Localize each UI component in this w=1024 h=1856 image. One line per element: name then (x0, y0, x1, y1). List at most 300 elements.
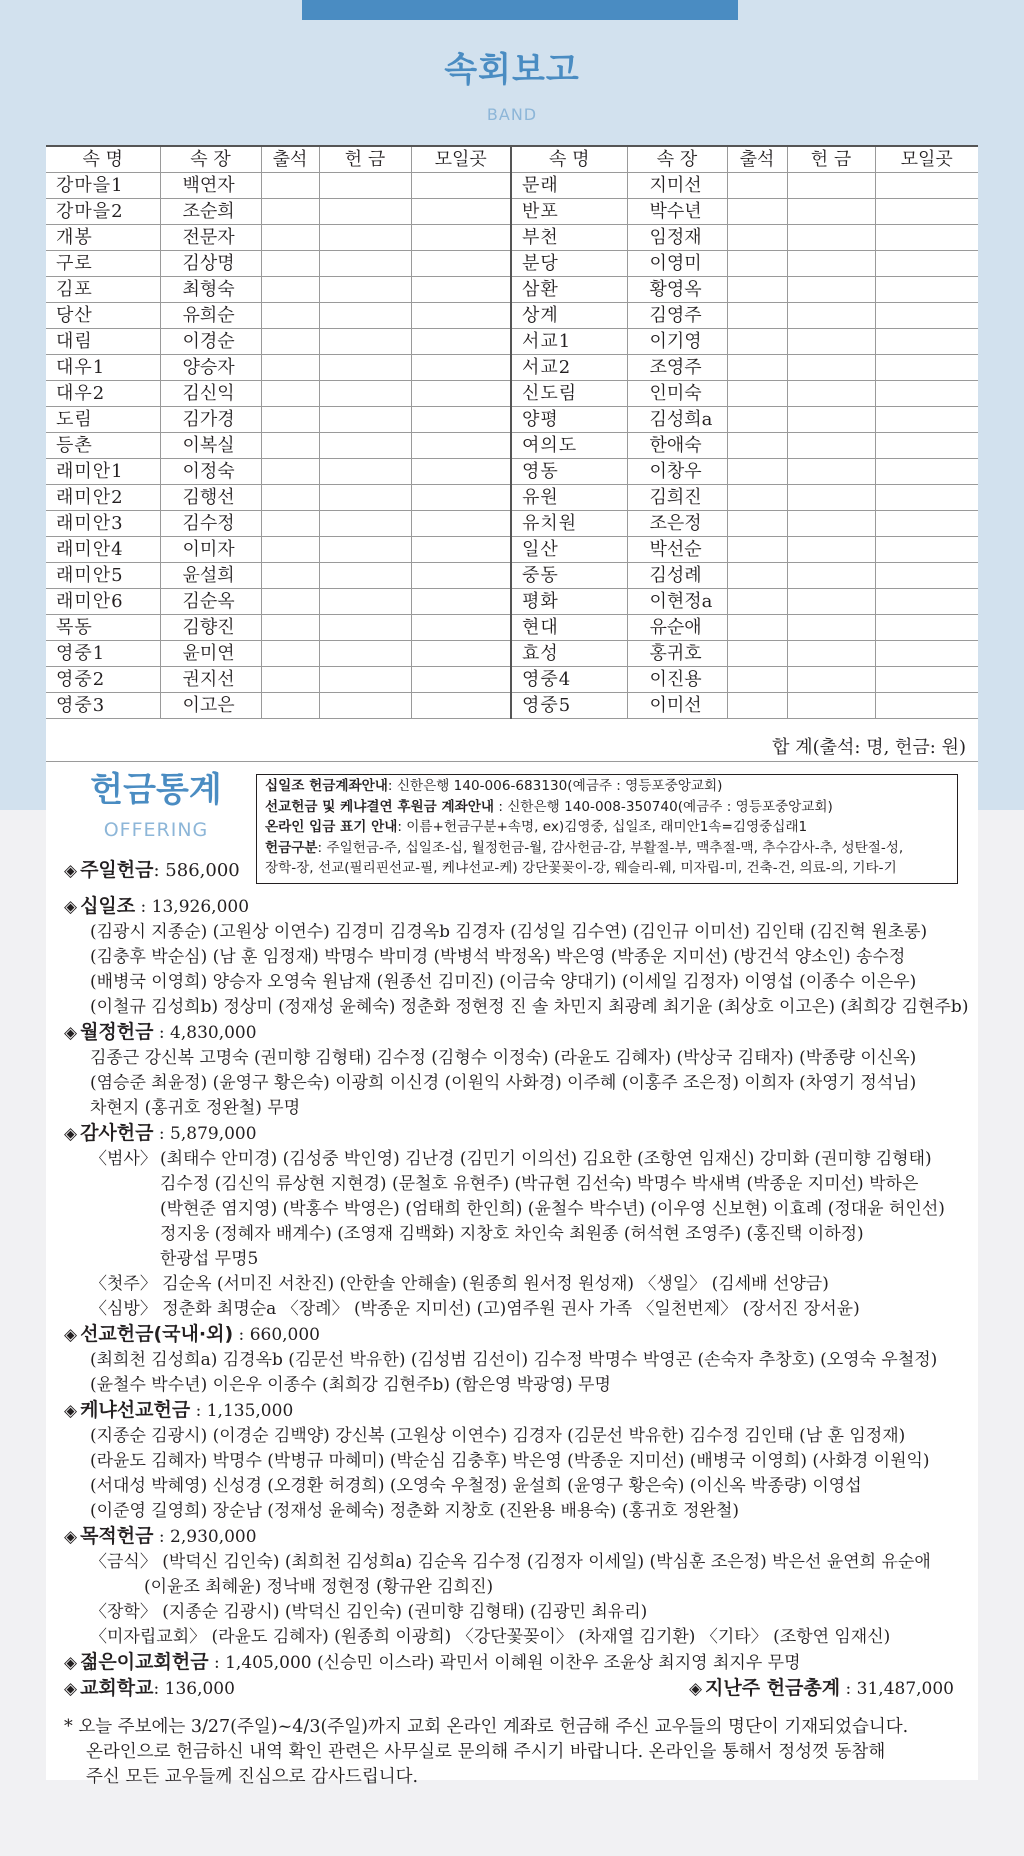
band-name: 구로 (46, 251, 160, 277)
donor-line: 차현지 (홍귀호 정완철) 무명 (90, 1098, 301, 1118)
table-row (46, 277, 978, 303)
band-table-header (46, 146, 978, 173)
place-cell (411, 251, 511, 277)
offering-cell (319, 693, 411, 719)
band-leader: 조순희 (160, 199, 261, 225)
band-leader: 권지선 (160, 667, 261, 693)
offering-cell (787, 199, 875, 225)
place-cell (875, 641, 978, 667)
band-leader: 인미숙 (627, 381, 727, 407)
attendance-cell (727, 199, 787, 225)
attendance-cell (727, 589, 787, 615)
offering-section-title (56, 762, 256, 841)
band-leader: 김행선 (160, 485, 261, 511)
offering-cell (787, 459, 875, 485)
info-line: 헌금구분: 주일헌금-주, 십일조-십, 월정헌금-월, 감사헌금-감, 부활절-부, 맥추절-맥, 추수감사-추, 성탄절-성, (265, 839, 904, 856)
offering-title: 헌금통계 (90, 770, 222, 810)
band-leader: 홍귀호 (627, 641, 727, 667)
place-cell (411, 459, 511, 485)
place-cell (875, 277, 978, 303)
place-cell (875, 303, 978, 329)
band-leader: 이창우 (627, 459, 727, 485)
place-cell (875, 173, 978, 199)
info-line: 장학-장, 선교(필리핀선교-필, 케냐선교-케) 강단꽃꽂이-강, 웨슬리-웨, 미자립-미, 건축-건, 의료-의, 기타-기 (265, 860, 897, 877)
place-cell (875, 615, 978, 641)
info-line: 온라인 입금 표기 안내: 이름+헌금구분+속명, ex)김영중, 십일조, 래미안1속=김영중십래1 (265, 819, 808, 836)
place-cell (411, 433, 511, 459)
place-cell (411, 537, 511, 563)
donor-line: (김광시 지종순) (고원상 이연수) 김경미 김경옥b 김경자 (김성일 김수연) (김인규 이미선) 김인태 (김진혁 원초롱) (90, 922, 928, 942)
place-cell (875, 251, 978, 277)
offering-cell (787, 511, 875, 537)
table-row (46, 485, 978, 511)
band-leader: 백연자 (160, 173, 261, 199)
donor-line: 정지웅 (정혜자 배계수) (조영재 김백화) 지창호 차인숙 최원종 (허석현 조영주) (홍진택 이하정) (160, 1224, 864, 1244)
attendance-cell (727, 173, 787, 199)
attendance-cell (261, 433, 319, 459)
table-row (46, 407, 978, 433)
attendance-cell (261, 355, 319, 381)
band-name: 래미안4 (46, 537, 160, 563)
band-name: 효성 (511, 641, 627, 667)
place-cell (875, 329, 978, 355)
donor-line: (염승준 최윤정) (윤영구 황은숙) 이광희 이신경 (이원익 사화경) 이주혜 (이홍주 조은정) 이희자 (차영기 정석님) (90, 1073, 917, 1093)
offering-cell (319, 641, 411, 667)
attendance-cell (727, 433, 787, 459)
donor-line: (박현준 염지영) (박홍수 박영은) (엄태희 한인희) (윤철수 박수년) (이우영 신보현) 이효례 (정대윤 허인선) (160, 1199, 945, 1219)
place-cell (411, 485, 511, 511)
donor-line: (지종순 김광시) (이경순 김백양) 강신복 (고원상 이연수) 김경자 (김문선 박유한) 김수정 김인태 (남 훈 임정재) (90, 1426, 906, 1446)
band-leader: 김희진 (627, 485, 727, 511)
band-name: 래미안2 (46, 485, 160, 511)
place-cell (411, 355, 511, 381)
band-leader: 김수정 (160, 511, 261, 537)
band-leader: 김상명 (160, 251, 261, 277)
attendance-cell (261, 199, 319, 225)
offering-cell (787, 667, 875, 693)
diamond-bullet-icon: ◈ (64, 1527, 78, 1547)
donor-line: (이윤조 최혜윤) 정낙배 정현정 (황규완 김희진) (144, 1577, 494, 1597)
attendance-cell (727, 485, 787, 511)
diamond-bullet-icon: ◈ (64, 1653, 78, 1673)
band-leader: 김성희a (627, 407, 727, 433)
offering-cell (787, 251, 875, 277)
band-name: 영중1 (46, 641, 160, 667)
offering-cell (787, 433, 875, 459)
band-leader: 황영옥 (627, 277, 727, 303)
offering-cell (787, 641, 875, 667)
offering-cell (319, 225, 411, 251)
band-leader: 이미선 (627, 693, 727, 719)
offering-cell (787, 303, 875, 329)
diamond-bullet-icon: ◈ (64, 861, 78, 881)
donor-line: (이준영 길영희) 장순남 (정재성 윤혜숙) 정춘화 지창호 (진완용 배용숙) (홍귀호 정완철) (90, 1501, 740, 1521)
band-name: 강마을1 (46, 173, 160, 199)
attendance-cell (727, 693, 787, 719)
band-name: 대림 (46, 329, 160, 355)
band-leader: 박선순 (627, 537, 727, 563)
band-name: 삼환 (511, 277, 627, 303)
attendance-cell (261, 381, 319, 407)
table-row (46, 511, 978, 537)
table-row (46, 251, 978, 277)
band-name: 분당 (511, 251, 627, 277)
band-total-row (46, 735, 978, 762)
attendance-cell (727, 511, 787, 537)
attendance-cell (727, 537, 787, 563)
table-row (46, 329, 978, 355)
band-name: 영중4 (511, 667, 627, 693)
donor-line: 〈범사〉 (최태수 안미경) (김성중 박인영) 김난경 (김민기 이의선) 김요한 (조항연 임재신) 강미화 (권미향 김형태) (64, 1147, 970, 1172)
band-name: 양평 (511, 407, 627, 433)
band-name: 상계 (511, 303, 627, 329)
note-line: 주신 모든 교우들께 진심으로 감사드립니다. (86, 1767, 419, 1787)
place-cell (411, 563, 511, 589)
band-leader: 유순애 (627, 615, 727, 641)
band-leader: 김성례 (627, 563, 727, 589)
attendance-cell (261, 303, 319, 329)
attendance-cell (261, 485, 319, 511)
band-leader: 이영미 (627, 251, 727, 277)
offering-cell (319, 433, 411, 459)
attendance-cell (727, 355, 787, 381)
offering-subtitle: OFFERING (103, 819, 209, 841)
donor-line: 〈첫주〉 김순옥 (서미진 서찬진) (안한솔 안해솔) (원종희 원서정 원성재) 〈생일〉 (김세배 선양금) (90, 1274, 829, 1294)
place-cell (411, 329, 511, 355)
attendance-cell (261, 225, 319, 251)
offering-cell (319, 511, 411, 537)
band-leader: 김순옥 (160, 589, 261, 615)
table-row (46, 667, 978, 693)
attendance-cell (727, 277, 787, 303)
band-name: 도림 (46, 407, 160, 433)
offering-cell (319, 407, 411, 433)
band-name: 대우2 (46, 381, 160, 407)
diamond-bullet-icon: ◈ (64, 1401, 78, 1421)
donor-line: (김충후 박순심) (남 훈 임정재) 박명수 박미경 (박병석 박정옥) 박은영 (박종운 지미선) (방건석 양소인) 송수정 (90, 947, 906, 967)
band-leader: 유희순 (160, 303, 261, 329)
offering-cell (787, 407, 875, 433)
band-name: 당산 (46, 303, 160, 329)
table-row (46, 173, 978, 199)
band-leader: 임정재 (627, 225, 727, 251)
band-name: 중동 (511, 563, 627, 589)
band-leader: 이복실 (160, 433, 261, 459)
band-leader: 김신익 (160, 381, 261, 407)
band-name: 래미안6 (46, 589, 160, 615)
band-leader: 김가경 (160, 407, 261, 433)
table-row (46, 693, 978, 719)
offering-cell (319, 667, 411, 693)
offering-cell (787, 563, 875, 589)
band-subtitle: BAND (486, 105, 538, 124)
mission-heading: ◈ 선교헌금(국내·외) : 660,000 (64, 1323, 320, 1345)
place-cell (875, 589, 978, 615)
offering-cell (319, 537, 411, 563)
place-cell (411, 511, 511, 537)
place-cell (875, 563, 978, 589)
band-leader: 윤설희 (160, 563, 261, 589)
attendance-cell (727, 641, 787, 667)
place-cell (875, 511, 978, 537)
weekly-offering-value: : 586,000 (153, 860, 240, 881)
band-name: 대우1 (46, 355, 160, 381)
offering-cell (319, 485, 411, 511)
band-name: 현대 (511, 615, 627, 641)
bumsa-label: 〈범사〉 (90, 1149, 157, 1169)
offering-details (64, 894, 970, 1790)
table-row (46, 303, 978, 329)
place-cell (411, 277, 511, 303)
band-name: 서교1 (511, 329, 627, 355)
attendance-cell (261, 563, 319, 589)
donor-line: (이철규 김성희b) 정상미 (정재성 윤혜숙) 정춘화 정현정 진 솔 차민지 최광례 최기윤 (최상호 이고은) (최희강 김현주b) (90, 997, 969, 1017)
donor-line: 김수정 (김신익 류상현 지현경) (문철호 유현주) (박규현 김선숙) 박명수 박새벽 (박종운 지미선) 박하은 (160, 1174, 919, 1194)
band-table-body (46, 173, 978, 719)
offering-cell (787, 381, 875, 407)
account-info-box (256, 774, 958, 884)
col-header-attendance: 출석 (261, 146, 319, 173)
col-header-offering: 헌 금 (787, 146, 875, 173)
offering-cell (319, 251, 411, 277)
band-leader: 이경순 (160, 329, 261, 355)
attendance-cell (727, 303, 787, 329)
diamond-bullet-icon: ◈ (64, 1023, 78, 1043)
youth-heading: ◈ 젊은이교회헌금 : 1,405,000 (신승민 이스라) 곽민서 이혜원 이찬우 조윤상 최지영 최지우 무명 (64, 1651, 801, 1673)
attendance-cell (261, 537, 319, 563)
band-name: 영중2 (46, 667, 160, 693)
band-leader: 이고은 (160, 693, 261, 719)
attendance-cell (261, 693, 319, 719)
band-total: 합 계(출석: 명, 헌금: 원) (772, 737, 966, 758)
col-header-leader: 속 장 (627, 146, 727, 173)
online-offering-note (64, 1715, 970, 1790)
attendance-cell (261, 173, 319, 199)
place-cell (875, 433, 978, 459)
offering-cell (319, 277, 411, 303)
offering-cell (319, 615, 411, 641)
place-cell (875, 667, 978, 693)
place-cell (411, 407, 511, 433)
offering-cell (787, 589, 875, 615)
attendance-cell (727, 459, 787, 485)
donor-line: 〈금식〉 (박덕신 김인숙) (최희천 김성희a) 김순옥 김수정 (김정자 이세일) (박심훈 조은정) 박은선 윤연희 유순애 (90, 1552, 931, 1572)
band-name: 래미안1 (46, 459, 160, 485)
donor-line: 〈장학〉 (지종순 김광시) (박덕신 김인숙) (권미향 김형태) (김광민 최유리) (90, 1602, 648, 1622)
band-leader: 이미자 (160, 537, 261, 563)
band-name: 문래 (511, 173, 627, 199)
diamond-bullet-icon: ◈ (64, 1325, 78, 1345)
attendance-cell (727, 407, 787, 433)
attendance-cell (261, 459, 319, 485)
place-cell (875, 537, 978, 563)
offering-cell (319, 199, 411, 225)
table-row (46, 537, 978, 563)
diamond-bullet-icon: ◈ (64, 897, 78, 917)
band-leader: 최형숙 (160, 277, 261, 303)
place-cell (875, 459, 978, 485)
table-row (46, 225, 978, 251)
band-name: 래미안3 (46, 511, 160, 537)
attendance-cell (727, 615, 787, 641)
band-name: 영중3 (46, 693, 160, 719)
purpose-heading: ◈ 목적헌금 : 2,930,000 (64, 1525, 257, 1547)
offering-cell (319, 329, 411, 355)
band-name: 김포 (46, 277, 160, 303)
offering-cell (787, 537, 875, 563)
band-section-title (0, 42, 1024, 124)
offering-cell (787, 693, 875, 719)
band-leader: 한애숙 (627, 433, 727, 459)
donor-line: 한광섭 무명5 (160, 1249, 259, 1269)
band-report-table (46, 145, 978, 719)
attendance-cell (727, 381, 787, 407)
offering-cell (319, 355, 411, 381)
place-cell (875, 485, 978, 511)
donor-line: (윤철수 박수년) 이은우 이종수 (최희강 김현주b) (함은영 박광영) 무명 (90, 1375, 611, 1395)
attendance-cell (727, 329, 787, 355)
tithe-heading: ◈ 십일조 : 13,926,000 (64, 895, 250, 917)
band-name: 일산 (511, 537, 627, 563)
band-name: 서교2 (511, 355, 627, 381)
place-cell (875, 199, 978, 225)
place-cell (875, 225, 978, 251)
thanks-heading: ◈ 감사헌금 : 5,879,000 (64, 1122, 257, 1144)
donor-line: 〈미자립교회〉 (라윤도 김혜자) (원종희 이광희) 〈강단꽃꽂이〉 (차재열 김기환) 〈기타〉 (조항연 임재신) (90, 1627, 891, 1647)
table-row (46, 433, 978, 459)
col-header-name: 속 명 (46, 146, 160, 173)
table-row (46, 459, 978, 485)
donor-line: (배병국 이영희) 양승자 오영숙 원남재 (원종선 김미진) (이금숙 양대기) (이세일 김정자) 이영섭 (이종수 이은우) (90, 972, 917, 992)
kenya-heading: ◈ 케냐선교헌금 : 1,135,000 (64, 1399, 294, 1421)
offering-cell (319, 173, 411, 199)
diamond-bullet-icon: ◈ (64, 1124, 78, 1144)
offering-cell (319, 381, 411, 407)
band-leader: 이현정a (627, 589, 727, 615)
offering-cell (787, 173, 875, 199)
band-name: 영동 (511, 459, 627, 485)
band-name: 평화 (511, 589, 627, 615)
band-leader: 양승자 (160, 355, 261, 381)
band-leader: 박수년 (627, 199, 727, 225)
band-leader: 윤미연 (160, 641, 261, 667)
table-row (46, 641, 978, 667)
attendance-cell (261, 277, 319, 303)
offering-cell (787, 225, 875, 251)
offering-cell (787, 277, 875, 303)
band-name: 강마을2 (46, 199, 160, 225)
col-header-place: 모일곳 (411, 146, 511, 173)
place-cell (411, 381, 511, 407)
band-leader: 지미선 (627, 173, 727, 199)
band-name: 영중5 (511, 693, 627, 719)
note-line: * 오늘 주보에는 3/27(주일)~4/3(주일)까지 교회 온라인 계좌로 헌금해 주신 교우들의 명단이 기재되었습니다. (64, 1717, 909, 1737)
band-leader: 조은정 (627, 511, 727, 537)
attendance-cell (261, 329, 319, 355)
place-cell (875, 693, 978, 719)
top-accent-bar (302, 0, 738, 20)
offering-cell (319, 459, 411, 485)
band-name: 목동 (46, 615, 160, 641)
offering-cell (319, 303, 411, 329)
attendance-cell (727, 225, 787, 251)
band-name: 신도림 (511, 381, 627, 407)
band-leader: 김영주 (627, 303, 727, 329)
place-cell (411, 589, 511, 615)
donor-line: (서대성 박혜영) 신성경 (오경환 허경희) (오영숙 우철정) 윤설희 (윤영구 황은숙) (이신옥 박종량) 이영섭 (90, 1476, 862, 1496)
band-name: 여의도 (511, 433, 627, 459)
info-line: 선교헌금 및 케냐결연 후원금 계좌안내 : 신한은행 140-008-350740(예금주 : 영등포중앙교회) (265, 798, 833, 815)
offering-cell (787, 615, 875, 641)
place-cell (411, 667, 511, 693)
band-leader: 전문자 (160, 225, 261, 251)
donor-line: (최희천 김성희a) 김경옥b (김문선 박유한) (김성범 김선이) 김수정 박명수 박영곤 (손숙자 추창호) (오영숙 우철정) (90, 1350, 938, 1370)
diamond-bullet-icon: ◈ (688, 1679, 703, 1699)
offering-cell (787, 329, 875, 355)
attendance-cell (261, 615, 319, 641)
table-row (46, 589, 978, 615)
weekly-offering-label: 주일헌금 (80, 859, 154, 881)
offering-cell (319, 589, 411, 615)
table-row (46, 615, 978, 641)
band-leader: 김향진 (160, 615, 261, 641)
attendance-cell (727, 563, 787, 589)
weekly-offering (64, 855, 240, 882)
place-cell (411, 225, 511, 251)
band-leader: 이정숙 (160, 459, 261, 485)
offering-cell (787, 355, 875, 381)
offering-cell (319, 563, 411, 589)
band-name: 래미안5 (46, 563, 160, 589)
place-cell (411, 615, 511, 641)
table-row (46, 381, 978, 407)
donor-line: 〈심방〉 정춘화 최명순a 〈장례〉 (박종운 지미선) (고)염주원 권사 가족 〈일천번제〉 (장서진 장서윤) (90, 1299, 860, 1319)
band-title: 속회보고 (444, 50, 580, 90)
info-line: 십일조 헌금계좌안내: 신한은행 140-006-683130(예금주 : 영등포중앙교회) (265, 778, 723, 794)
attendance-cell (261, 407, 319, 433)
table-row (46, 199, 978, 225)
band-name: 부천 (511, 225, 627, 251)
band-name: 유치원 (511, 511, 627, 537)
table-row (46, 563, 978, 589)
band-name: 등촌 (46, 433, 160, 459)
attendance-cell (261, 251, 319, 277)
donor-line: 김종근 강신복 고명숙 (권미향 김형태) 김수정 (김형수 이정숙) (라윤도 김혜자) (박상국 김태자) (박종량 이신옥) (90, 1048, 917, 1068)
col-header-attendance: 출석 (727, 146, 787, 173)
band-leader: 조영주 (627, 355, 727, 381)
col-header-place: 모일곳 (875, 146, 978, 173)
monthly-heading: ◈ 월정헌금 : 4,830,000 (64, 1021, 257, 1043)
band-name: 개봉 (46, 225, 160, 251)
attendance-cell (727, 251, 787, 277)
place-cell (411, 173, 511, 199)
place-cell (875, 381, 978, 407)
diamond-bullet-icon: ◈ (64, 1679, 78, 1699)
attendance-cell (727, 667, 787, 693)
attendance-cell (261, 667, 319, 693)
band-name: 반포 (511, 199, 627, 225)
place-cell (875, 355, 978, 381)
offering-cell (787, 485, 875, 511)
attendance-cell (261, 641, 319, 667)
donor-line: (라윤도 김혜자) 박명수 (박병규 마혜미) (박순심 김충후) 박은영 (박종운 지미선) (배병국 이영희) (사화경 이원익) (90, 1451, 930, 1471)
attendance-cell (261, 589, 319, 615)
band-leader: 이진용 (627, 667, 727, 693)
place-cell (411, 641, 511, 667)
col-header-name: 속 명 (511, 146, 627, 173)
note-line: 온라인으로 헌금하신 내역 확인 관련은 사무실로 문의해 주시기 바랍니다. 온라인을 통해서 정성껏 동참해 (86, 1742, 886, 1762)
last-week-total: ◈ 지난주 헌금총계 : 31,487,000 (688, 1677, 954, 1699)
